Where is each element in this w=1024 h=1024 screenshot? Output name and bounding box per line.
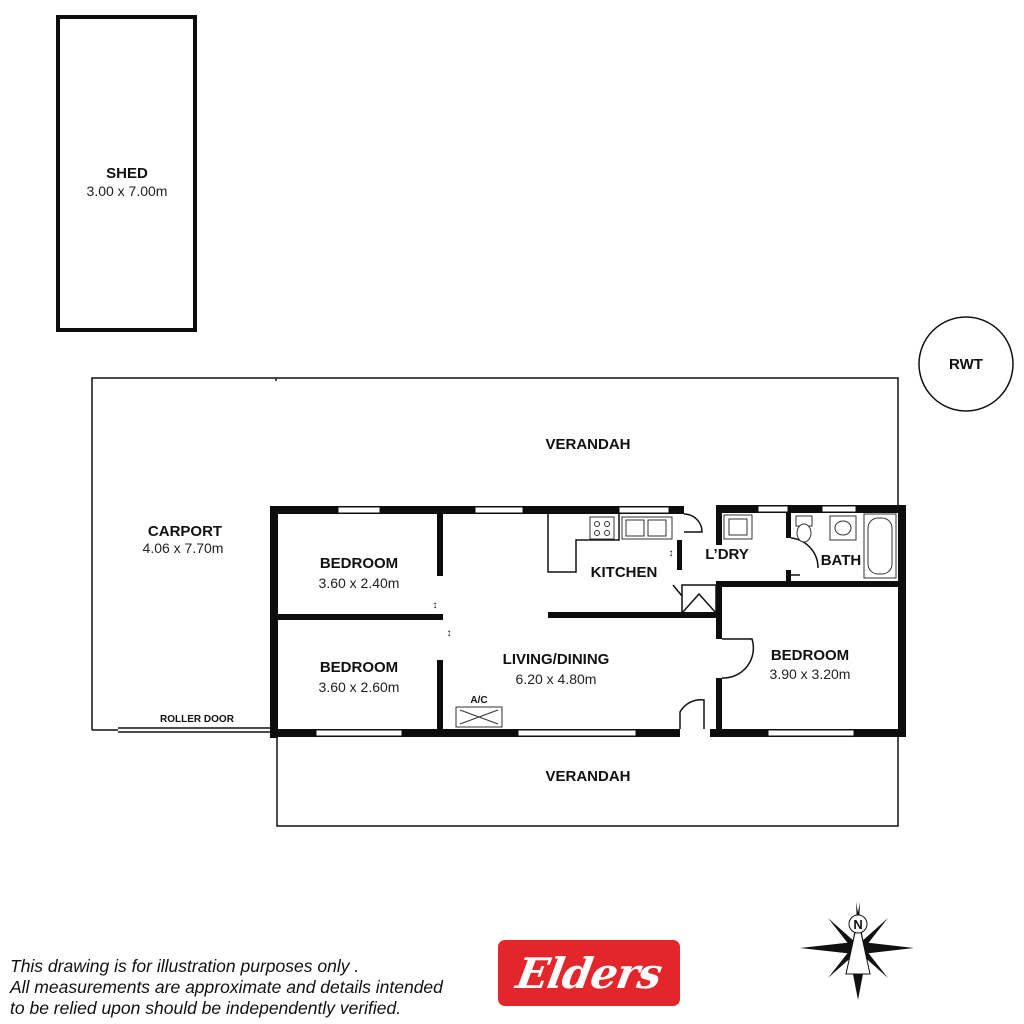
bedroom-1-dimensions: 3.60 x 2.40m — [318, 575, 400, 591]
shed-label: SHED — [106, 165, 148, 182]
elders-logo-text: Elders — [512, 948, 666, 998]
bedroom-3-dimensions: 3.90 x 3.20m — [769, 666, 851, 682]
disclaimer-line: This drawing is for illustration purposes only . — [10, 956, 360, 976]
kitchen-label: KITCHEN — [590, 564, 658, 581]
disclaimer-line: to be relied upon should be independently verified. — [10, 998, 402, 1018]
living-dining-label: LIVING/DINING — [502, 651, 610, 668]
bedroom-1-label: BEDROOM — [319, 555, 399, 572]
svg-text:↕: ↕ — [432, 600, 438, 611]
verandah-top-label: VERANDAH — [545, 436, 631, 453]
svg-text:↕: ↕ — [668, 548, 674, 559]
compass-icon — [800, 902, 914, 1000]
bedroom-2-dimensions: 3.60 x 2.60m — [318, 679, 400, 695]
disclaimer-line: All measurements are approximate and details intended — [10, 977, 443, 997]
compass-north-label: N — [853, 917, 863, 932]
rainwater-tank — [919, 317, 1013, 411]
verandah-bottom-label: VERANDAH — [545, 768, 631, 785]
shed-dimensions: 3.00 x 7.00m — [86, 183, 168, 199]
shed — [58, 17, 195, 330]
svg-text:↕: ↕ — [446, 628, 452, 639]
ac-label: A/C — [470, 695, 488, 706]
disclaimer — [10, 956, 480, 1019]
roller-door-label: ROLLER DOOR — [160, 714, 234, 725]
living-dining-dimensions: 6.20 x 4.80m — [515, 671, 597, 687]
laundry-label: L’DRY — [705, 546, 749, 563]
bath-label: BATH — [820, 552, 862, 569]
bedroom-3-label: BEDROOM — [770, 647, 850, 664]
elders-logo — [498, 940, 680, 1006]
wet-area-fixtures — [724, 514, 896, 578]
doors — [433, 514, 819, 729]
air-conditioner — [456, 695, 502, 727]
carport-label: CARPORT — [147, 523, 223, 540]
rwt-label: RWT — [949, 356, 983, 373]
bedroom-2-label: BEDROOM — [319, 659, 399, 676]
verandah-carport-outline — [92, 378, 898, 826]
carport-dimensions: 4.06 x 7.70m — [142, 540, 224, 556]
